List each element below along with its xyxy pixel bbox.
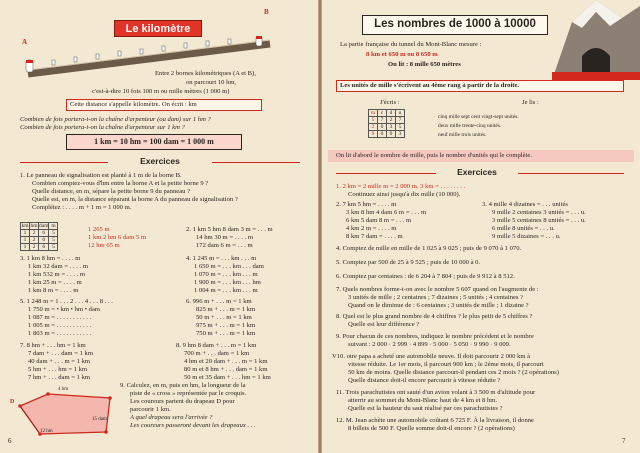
table-cell: 2	[369, 124, 378, 131]
ex8-line: 8. Quel est le plus grand nombre de 4 chiffres ? le plus petit de 5 chiffres ?	[336, 313, 533, 320]
ex3-line: 1 km 32 dam = . . . . m	[28, 263, 88, 270]
ex3-line: 3. 1 km 8 hm = . . . . m	[20, 255, 81, 262]
ex1-line: 1. 2 km = 2 mille m = 2 000 m. 3 km = . . . . . . . .	[336, 183, 466, 190]
ex12-line: 12. M. Jean achète une automobile coûtant 6 725 F. À la livraison, il donne	[336, 417, 534, 424]
ex8-line: Quelle est leur différence ?	[348, 321, 420, 328]
grid-cell: 5	[49, 237, 58, 244]
ex3-line: 3 mille 5 centaines 8 unités = . . . u.	[492, 217, 586, 224]
divider	[212, 162, 300, 163]
ex8-line: 4 hm et 20 dam + . . . m = 1 km	[184, 358, 268, 365]
table-cell: 3	[396, 131, 405, 138]
ex12-line: 8 billets de 500 F. Quelle somme doit-il encore ? (2 opérations)	[348, 425, 515, 432]
ex4-line: 4. Comptez de mille en mille de 1 025 à 9 025 ; puis de 9 070 à 1 070.	[336, 245, 522, 252]
page-title-right: Les nombres de 1000 à 10000	[362, 15, 548, 35]
ex3-line: 9 mille 2 centaines 3 unités = . . . u.	[492, 209, 586, 216]
ex2-line: 6 km 5 dam 8 m = . . . m	[346, 217, 412, 224]
ex8-line: 700 m + . . . dam = 1 km	[184, 350, 250, 357]
ex3-line: 3. 4 mille 4 dizaines = . . . unités	[482, 201, 568, 208]
ex4-line: 4. 1 245 m = . . . km . . . m	[186, 255, 257, 262]
ex2-line: 2. 7 km 5 hm = . . . . m	[336, 201, 397, 208]
table-cell: 0	[387, 131, 396, 138]
marker-b: B	[264, 8, 269, 16]
ex2-line: 3 km 8 hm 4 dam 6 m = . . . m	[346, 209, 427, 216]
divider	[20, 162, 108, 163]
grid-cell: 2	[30, 244, 39, 251]
ex4-line: 1 650 m = . . . km . . . dam	[194, 263, 264, 270]
marker-a: A	[22, 38, 28, 46]
ex11-line: atterrir au sommet du Mont-Blanc haut de 4 km et 8 hm.	[348, 397, 498, 404]
place-value-table	[368, 109, 405, 138]
tunnel-line-3: On lit : 8 mille 650 mètres	[388, 61, 461, 68]
ex3-line: 1 km 8 m = . . . . m	[28, 287, 79, 294]
table-cell: 3	[387, 124, 396, 131]
table-cell: 7	[378, 117, 387, 124]
ex2-line: 14 hm 30 m = . . . . m	[196, 234, 254, 241]
rule-text: Les unités de mille s'écrivent au 4ème rang à partir de la droite.	[340, 82, 520, 89]
ex9-line: parcourir 1 km.	[130, 406, 171, 413]
question-2: Combien de fois portera-t-on la chaîne d'arpenteur sur 1 km ?	[20, 124, 185, 131]
grid-cell: 6	[39, 237, 49, 244]
grid-cell: 6	[39, 244, 49, 251]
grid-header: hm	[30, 223, 38, 229]
ex3-line: 9 mille 5 dizaines = . . . u.	[492, 233, 561, 240]
table-header: u	[396, 110, 405, 117]
reading-1: cinq mille sept cent vingt-sept unités.	[438, 114, 519, 120]
ex1-line: Quelle est, en m, la distance séparant la borne A du panneau de signalisation ?	[32, 196, 238, 203]
ex9-line: 9. Pour chacun de ces nombres, indiquez le nombre précédent et le nombre	[336, 333, 534, 340]
grid-red-2: 1 km 2 hm 6 dam 5 m	[88, 234, 147, 241]
ex7-line: 7. Quels nombres forme-t-on avec le nombre 5 607 quand on l'augmente de :	[336, 286, 539, 293]
sketch-label: 15 dam	[92, 417, 107, 422]
ex11-line: 11. Trois parachutistes ont sauté d'un avion volant à 3 500 m d'altitude pour	[336, 389, 536, 396]
grid-cell: 2	[30, 230, 39, 237]
ex1-line: Continuez ainsi jusqu'à dix mille (10 000).	[348, 191, 461, 198]
table-cell: 5	[396, 124, 405, 131]
ex2-line: 4 km 2 m = . . . . m	[346, 225, 397, 232]
table-cell: 0	[378, 124, 387, 131]
grid-cell: 5	[49, 230, 58, 237]
ex7-line: 7. 8 hm + . . . hm = 1 km	[20, 342, 86, 349]
ex10-line: vitesse réduite. Le 1er mois, il parcourt 900 km ; le 2ème mois, il parcourt	[348, 361, 544, 368]
grid-header: m	[49, 223, 58, 230]
ex6-line: 975 m + . . . m = 1 km	[196, 322, 256, 329]
grid-cell: 6	[39, 230, 49, 237]
ex10-line: 50 km de moins. Quelle distance parcourt-il pendant ces 2 mois ? (2 opérations)	[348, 369, 559, 376]
ex8-line: 50 m et 35 dam + . . . hm = 1 km	[184, 374, 271, 381]
grid-cell: 2	[30, 237, 39, 244]
intro-line-3: c'est-à-dire 10 fois 100 m ou mille mètres (1 000 m)	[92, 88, 230, 95]
mont-blanc-illustration	[552, 0, 640, 80]
ex7-line: Quand on le diminue de : 6 centaines ; 3 unités de mille ; 1 dizaine ?	[348, 302, 529, 309]
sketch-label: D	[10, 399, 15, 405]
ex1-line: 1. Le panneau de signalisation est planté à 1 m de la borne B.	[20, 172, 182, 179]
table-cell: 9	[369, 131, 378, 138]
definition-text: Cette distance s'appelle kilomètre. On écrit : km	[70, 101, 197, 108]
ex11-line: Quelle est la hauteur du saut réalisé par ces parachutistes ?	[348, 405, 503, 412]
page-title-left: Le kilomètre	[114, 20, 202, 37]
ex7-line: 5 hm + . . . hm = 1 km	[28, 366, 88, 373]
ex2-line: 8 km 7 dam = . . . . m	[346, 233, 403, 240]
ex4-line: 1 900 m = . . . km . . . hm	[194, 279, 261, 286]
ex4-line: 1 004 m = . . . km . . . m	[194, 287, 258, 294]
sketch-label: 4 hm	[58, 387, 69, 392]
ex9-line: Les coureurs passeront devant les drapeaux . . .	[130, 422, 256, 429]
table-cell: 5	[369, 117, 378, 124]
table-header: m	[369, 110, 378, 117]
ex10-line: V10. otre papa a acheté une automobile neuve. Il doit parcourir 2 000 km à	[332, 353, 531, 360]
reading-2: deux mille trente-cinq unités.	[438, 123, 502, 129]
table-cell: 2	[387, 117, 396, 124]
ex6-line: 6. Comptez par centaines : de 6 204 à 7 804 ; puis de 9 912 à 8 512.	[336, 273, 515, 280]
ex9-line: Les coureurs partent du drapeau D pour	[130, 398, 235, 405]
jelis-label: Je lis :	[522, 99, 539, 106]
ex9-line: suivant : 2 000 · 2 999 · 4 899 · 5 000 · 5 050 · 9 990 · 9 009.	[348, 341, 511, 348]
exercises-heading-left: Exercices	[140, 156, 180, 166]
ex5-line: 1 087 m = . . . . . . . . . . .	[28, 314, 92, 321]
grid-header: dam	[39, 223, 49, 229]
grid-header: km	[21, 223, 29, 229]
unit-grid	[20, 222, 58, 251]
ex1-line: Quelle distance, en m, sépare la petite borne 9 du panneau ?	[32, 188, 191, 195]
divider	[336, 173, 436, 174]
ex5-line: 5. 1 248 m = 1 . . . 2 . . . 4 . . . 8 . . .	[20, 298, 113, 305]
grid-red-1: 1 265 m	[88, 226, 110, 233]
ex3-line: 6 mille 8 unités = . . . u.	[492, 225, 555, 232]
divider	[518, 173, 624, 174]
grid-cell: 1	[21, 237, 30, 244]
right-page	[322, 0, 640, 453]
ex4-line: 1 070 m = . . . km . . . m	[194, 271, 258, 278]
ex1-line: Combien comptez-vous d'hm entre la borne A et la petite borne 9 ?	[32, 180, 209, 187]
grid-cell: 1	[21, 244, 30, 251]
page-number-right: 7	[622, 437, 626, 445]
tunnel-line-2: 8 km et 650 m ou 8 650 m	[366, 51, 438, 58]
ex7-line: 40 dam + . . . m = 1 km	[28, 358, 91, 365]
ex6-line: 750 m + . . . m = 1 km	[196, 330, 256, 337]
ex10-line: Quelle distance doit-il encore parcourir à vitesse réduite ?	[348, 377, 501, 384]
page-number-left: 6	[8, 437, 12, 445]
ex7-line: 3 unités de mille ; 2 centaines ; 7 dizaines ; 5 unités ; 4 centaines ?	[348, 294, 524, 301]
ex8-line: 8. 9 hm 8 dam + . . . m = 1 km	[176, 342, 257, 349]
ex5-line: 1 803 m = . . . . . . . . . . .	[28, 330, 92, 337]
ex9-line: 9. Calculez, en m, puis en hm, la longueur de la	[120, 382, 246, 389]
grid-cell: 1	[21, 230, 30, 237]
ex6-line: 6. 996 m + . . . m = 1 km	[186, 298, 252, 305]
intro-line-1: Entre 2 bornes kilométriques (A et B),	[155, 70, 256, 77]
ex9-line: piste de « cross » représentée par le croquis.	[130, 390, 247, 397]
ex2-line: 172 dam 6 m = . . . m	[196, 242, 253, 249]
km-formula: 1 km = 10 hm = 100 dam = 1 000 m	[66, 134, 242, 150]
ex5-line: 5. Comptez par 500 de 25 à 9 525 ; puis de 10 000 à 0.	[336, 259, 481, 266]
left-page	[0, 0, 318, 453]
ex3-line: 1 km 25 m = . . . . m	[28, 279, 82, 286]
tunnel-line-1: La partie française du tunnel du Mont-Blanc mesure :	[340, 41, 482, 48]
ex6-line: 825 m + . . . m = 1 km	[196, 306, 256, 313]
ex2-line: 2. 1 km 5 hm 8 dam 3 m = . . . m	[186, 226, 273, 233]
grid-cell: 5	[49, 244, 58, 251]
grid-red-3: 12 hm 65 m	[88, 242, 120, 249]
table-header: c	[378, 110, 387, 117]
table-cell: 7	[396, 117, 405, 124]
intro-line-2: on parcourt 10 hm,	[186, 79, 237, 86]
question-1: Combien de fois portera-t-on la chaîne d'arpenteur (ou dam) sur 1 hm ?	[20, 116, 211, 123]
ex7-line: 7 hm + . . . dam = 1 km	[28, 374, 91, 381]
ex5-line: 1 750 m = • km • hm • dam	[28, 306, 101, 313]
ex6-line: 50 m + . . . m = 1 km	[196, 314, 252, 321]
table-header: d	[387, 110, 396, 117]
reading-rule: On lit d'abord le nombre de mille, puis le nombre d'unités qui le complète.	[336, 152, 532, 159]
ex7-line: 7 dam + . . . dam = 1 km	[28, 350, 93, 357]
ex8-line: 80 m et 8 hm + . . . dam = 1 km	[184, 366, 268, 373]
reading-3: neuf mille trois unités.	[438, 132, 487, 138]
ex5-line: 1 005 m = . . . . . . . . . . .	[28, 322, 92, 329]
jecris-label: J'écris :	[380, 99, 400, 106]
ex1-line: Complétez : . . . . m + 1 m = 1 000 m.	[32, 204, 132, 211]
exercises-heading-right: Exercices	[457, 167, 497, 177]
ex3-line: 1 km 532 m = . . . . m	[28, 271, 86, 278]
table-cell: 0	[378, 131, 387, 138]
ex9-line: A quel drapeau sera l'arrivée ?	[130, 414, 213, 421]
sketch-label: 12 hm	[40, 429, 53, 434]
